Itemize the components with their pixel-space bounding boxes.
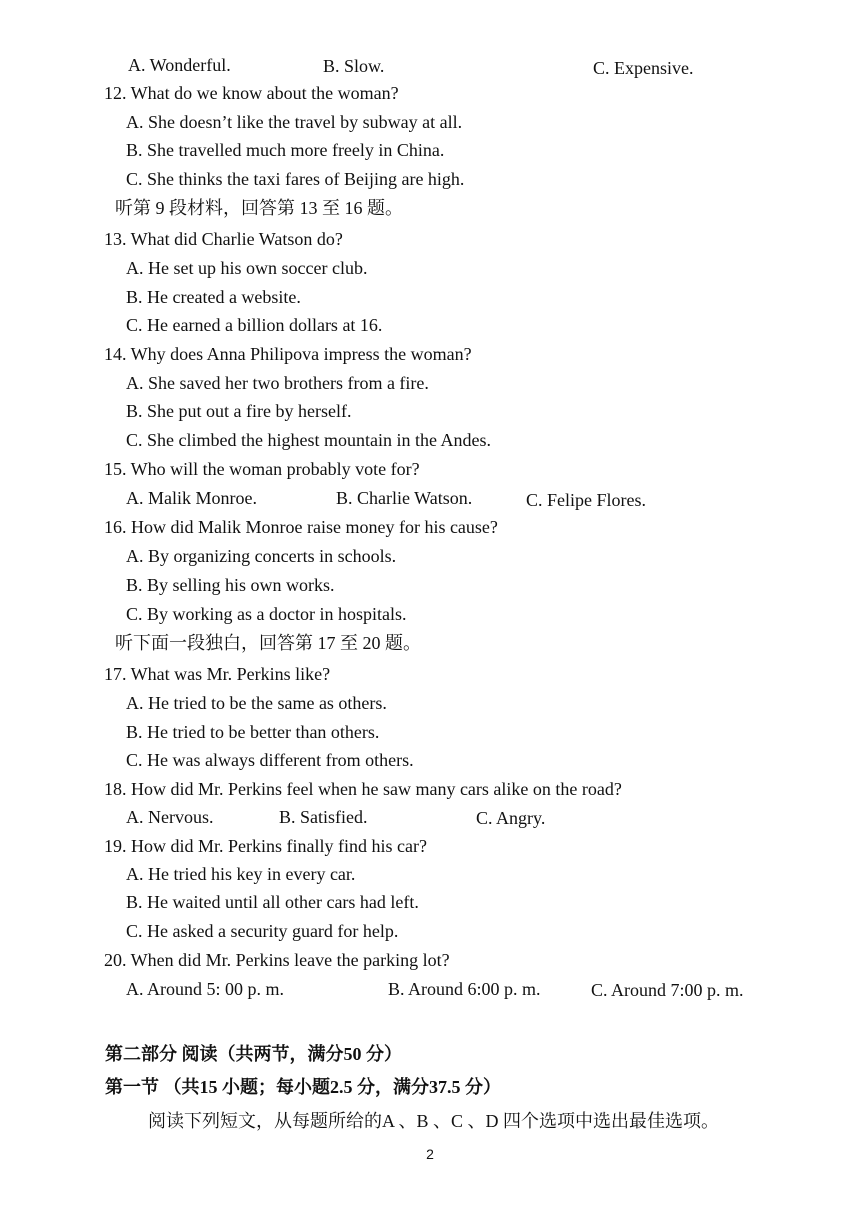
monologue-instruction: 听下面一段独白，回答第 17 至 20 题。: [115, 633, 421, 653]
q17-option-c: C. He was always different from others.: [126, 750, 414, 770]
q13-option-c: C. He earned a billion dollars at 16.: [126, 315, 383, 335]
q19-stem: 19. How did Mr. Perkins finally find his car?: [104, 836, 427, 856]
q11-option-b: B. Slow.: [323, 56, 385, 76]
q18-option-a: A. Nervous.: [126, 807, 214, 827]
q15-option-b: B. Charlie Watson.: [336, 488, 473, 508]
q16-option-c: C. By working as a doctor in hospitals.: [126, 604, 407, 624]
section-9-instruction: 听第 9 段材料，回答第 13 至 16 题。: [115, 198, 403, 218]
q17-stem: 17. What was Mr. Perkins like?: [104, 664, 331, 684]
part2-heading: 第二部分 阅读（共两节，满分50 分）: [105, 1044, 402, 1064]
q12-stem: 12. What do we know about the woman?: [104, 83, 399, 103]
q11-option-c: C. Expensive.: [593, 58, 694, 78]
q14-stem: 14. Why does Anna Philipova impress the woman?: [104, 344, 472, 364]
q20-option-b: B. Around 6:00 p. m.: [388, 979, 541, 999]
q13-stem: 13. What did Charlie Watson do?: [104, 229, 343, 249]
q14-option-a: A. She saved her two brothers from a fire.: [126, 373, 429, 393]
q18-stem: 18. How did Mr. Perkins feel when he saw many cars alike on the road?: [104, 779, 622, 799]
q11-option-a: A. Wonderful.: [128, 55, 231, 75]
q15-option-c: C. Felipe Flores.: [526, 490, 646, 510]
q12-option-c: C. She thinks the taxi fares of Beijing are high.: [126, 169, 465, 189]
part2-instruction: 阅读下列短文，从每题所给的A 、B 、C 、D 四个选项中选出最佳选项。: [148, 1111, 720, 1131]
page-number: 2: [426, 1146, 434, 1162]
q15-stem: 15. Who will the woman probably vote for?: [104, 459, 420, 479]
q19-option-b: B. He waited until all other cars had left.: [126, 892, 419, 912]
q14-option-b: B. She put out a fire by herself.: [126, 401, 352, 421]
q18-option-c: C. Angry.: [476, 808, 546, 828]
q19-option-a: A. He tried his key in every car.: [126, 864, 356, 884]
part2-section1-heading: 第一节 （共15 小题；每小题2.5 分，满分37.5 分）: [105, 1077, 501, 1097]
q13-option-a: A. He set up his own soccer club.: [126, 258, 368, 278]
q13-option-b: B. He created a website.: [126, 287, 301, 307]
q15-option-a: A. Malik Monroe.: [126, 488, 257, 508]
q20-option-c: C. Around 7:00 p. m.: [591, 980, 744, 1000]
q16-stem: 16. How did Malik Monroe raise money for his cause?: [104, 517, 498, 537]
q19-option-c: C. He asked a security guard for help.: [126, 921, 399, 941]
q12-option-a: A. She doesn’t like the travel by subway at all.: [126, 112, 463, 132]
q18-option-b: B. Satisfied.: [279, 807, 368, 827]
q12-option-b: B. She travelled much more freely in China.: [126, 140, 445, 160]
q16-option-b: B. By selling his own works.: [126, 575, 335, 595]
q16-option-a: A. By organizing concerts in schools.: [126, 546, 397, 566]
q20-option-a: A. Around 5: 00 p. m.: [126, 979, 285, 999]
q17-option-b: B. He tried to be better than others.: [126, 722, 380, 742]
q20-stem: 20. When did Mr. Perkins leave the parking lot?: [104, 950, 450, 970]
q17-option-a: A. He tried to be the same as others.: [126, 693, 387, 713]
q14-option-c: C. She climbed the highest mountain in the Andes.: [126, 430, 491, 450]
